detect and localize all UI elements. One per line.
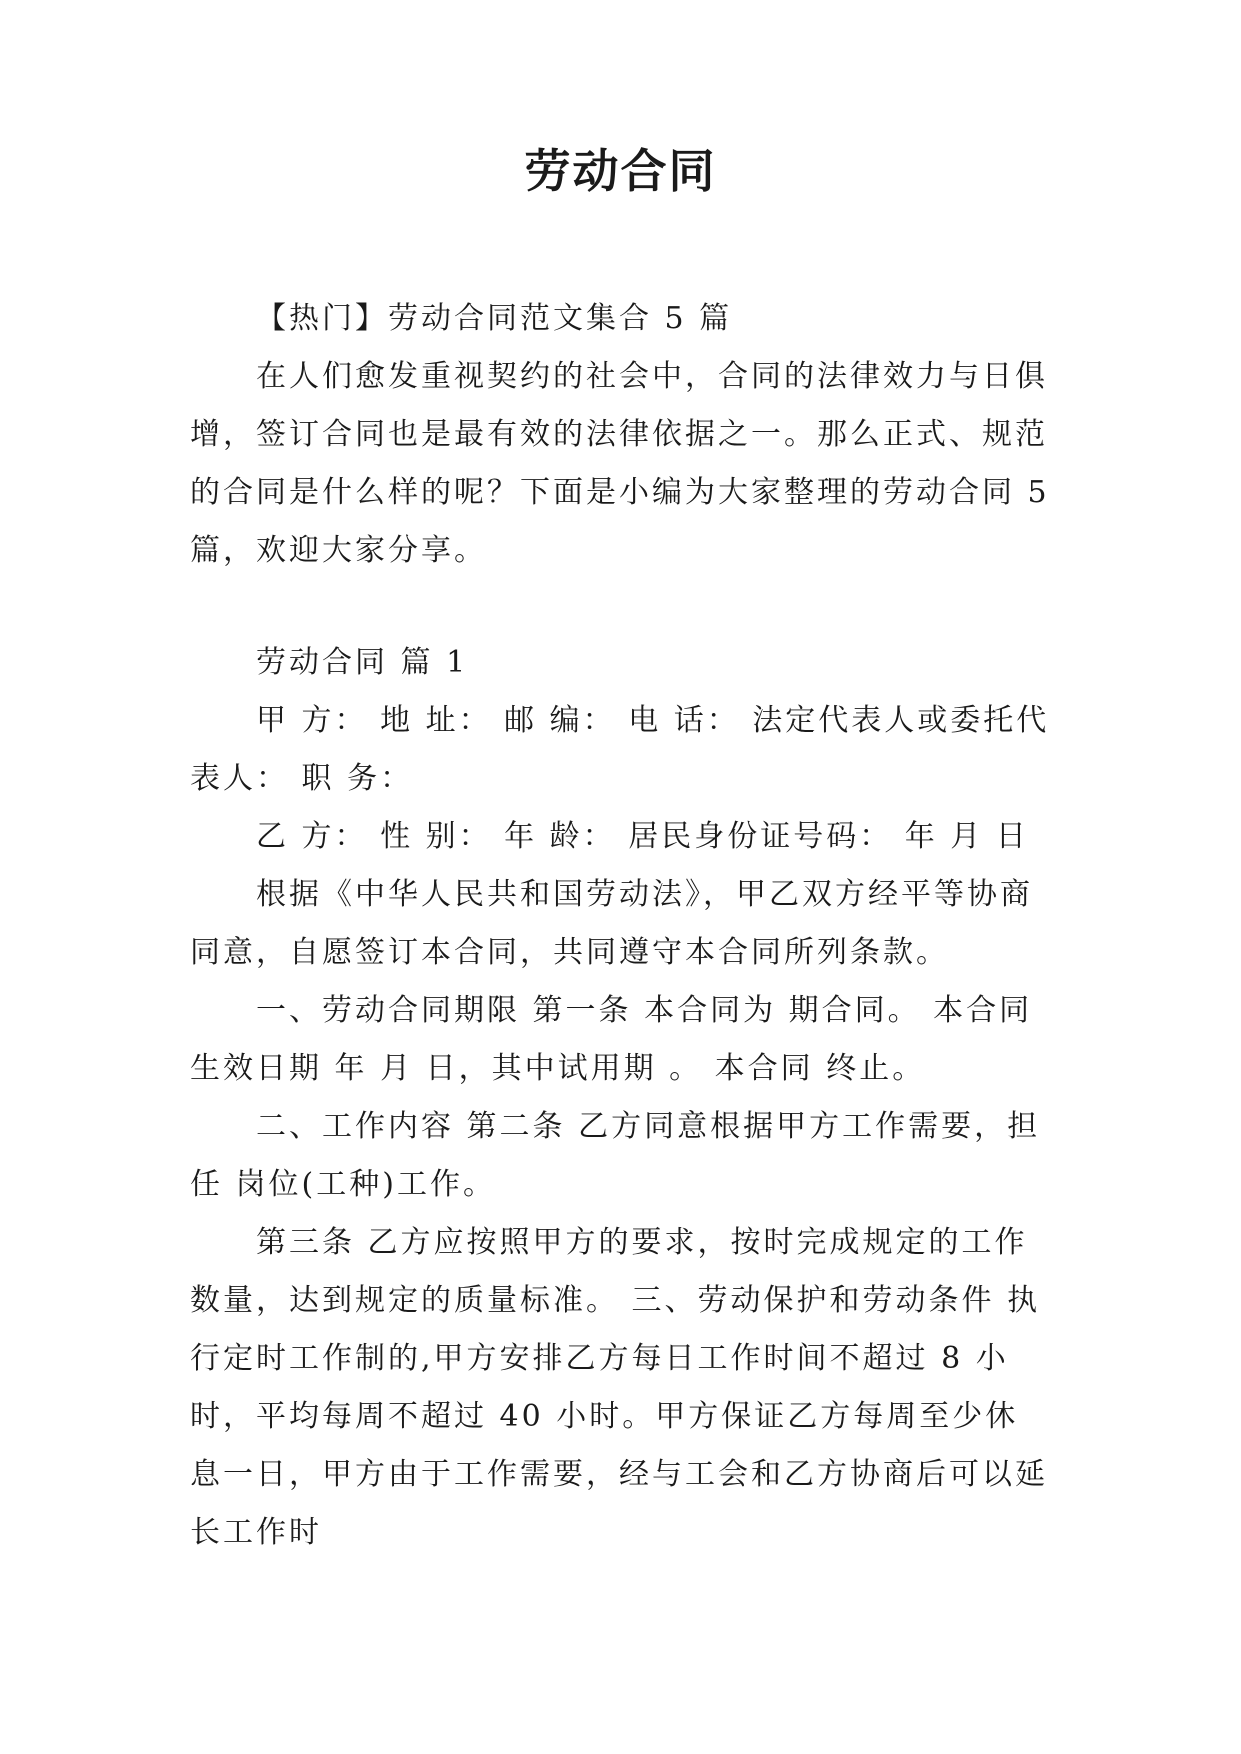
intro-paragraph: 在人们愈发重视契约的社会中，合同的法律效力与日俱增，签订合同也是最有效的法律依据之一。那么正式、规范的合同是什么样的呢？下面是小编为大家整理的劳动合同 5篇，欢迎大家分享。 bbox=[190, 359, 1050, 568]
section-heading: 劳动合同 篇 1 bbox=[256, 645, 469, 680]
work-content-paragraph: 二、工作内容 第二条 乙方同意根据甲方工作需要，担任 岗位(工种)工作。 bbox=[190, 1109, 1041, 1202]
document-body bbox=[190, 290, 1050, 1562]
party-b-paragraph: 乙 方： 性 别： 年 龄： 居民身份证号码： 年 月 日 bbox=[256, 819, 1029, 854]
term-paragraph: 一、劳动合同期限 第一条 本合同为 期合同。 本合同生效日期 年 月 日，其中试用期 。 本合同 终止。 bbox=[190, 993, 1033, 1086]
section-gap bbox=[190, 580, 1050, 634]
document-subtitle: 【热门】劳动合同范文集合 5 篇 bbox=[256, 301, 733, 336]
article-three-paragraph: 第三条 乙方应按照甲方的要求，按时完成规定的工作数量，达到规定的质量标准。 三、劳动保护和劳动条件 执行定时工作制的,甲方安排乙方每日工作时间不超过 8 小时，平均每周不超过 40 小时。甲方保证乙方每周至少休息一日，甲方由于工作需要，经与工会和乙方协商后可以延长工作时 bbox=[190, 1225, 1048, 1550]
basis-paragraph: 根据《中华人民共和国劳动法》，甲乙双方经平等协商同意，自愿签订本合同，共同遵守本合同所列条款。 bbox=[190, 877, 1033, 970]
document-title: 劳动合同 bbox=[524, 144, 717, 198]
party-a-paragraph: 甲 方： 地 址： 邮 编： 电 话： 法定代表人或委托代表人： 职 务： bbox=[190, 703, 1050, 796]
